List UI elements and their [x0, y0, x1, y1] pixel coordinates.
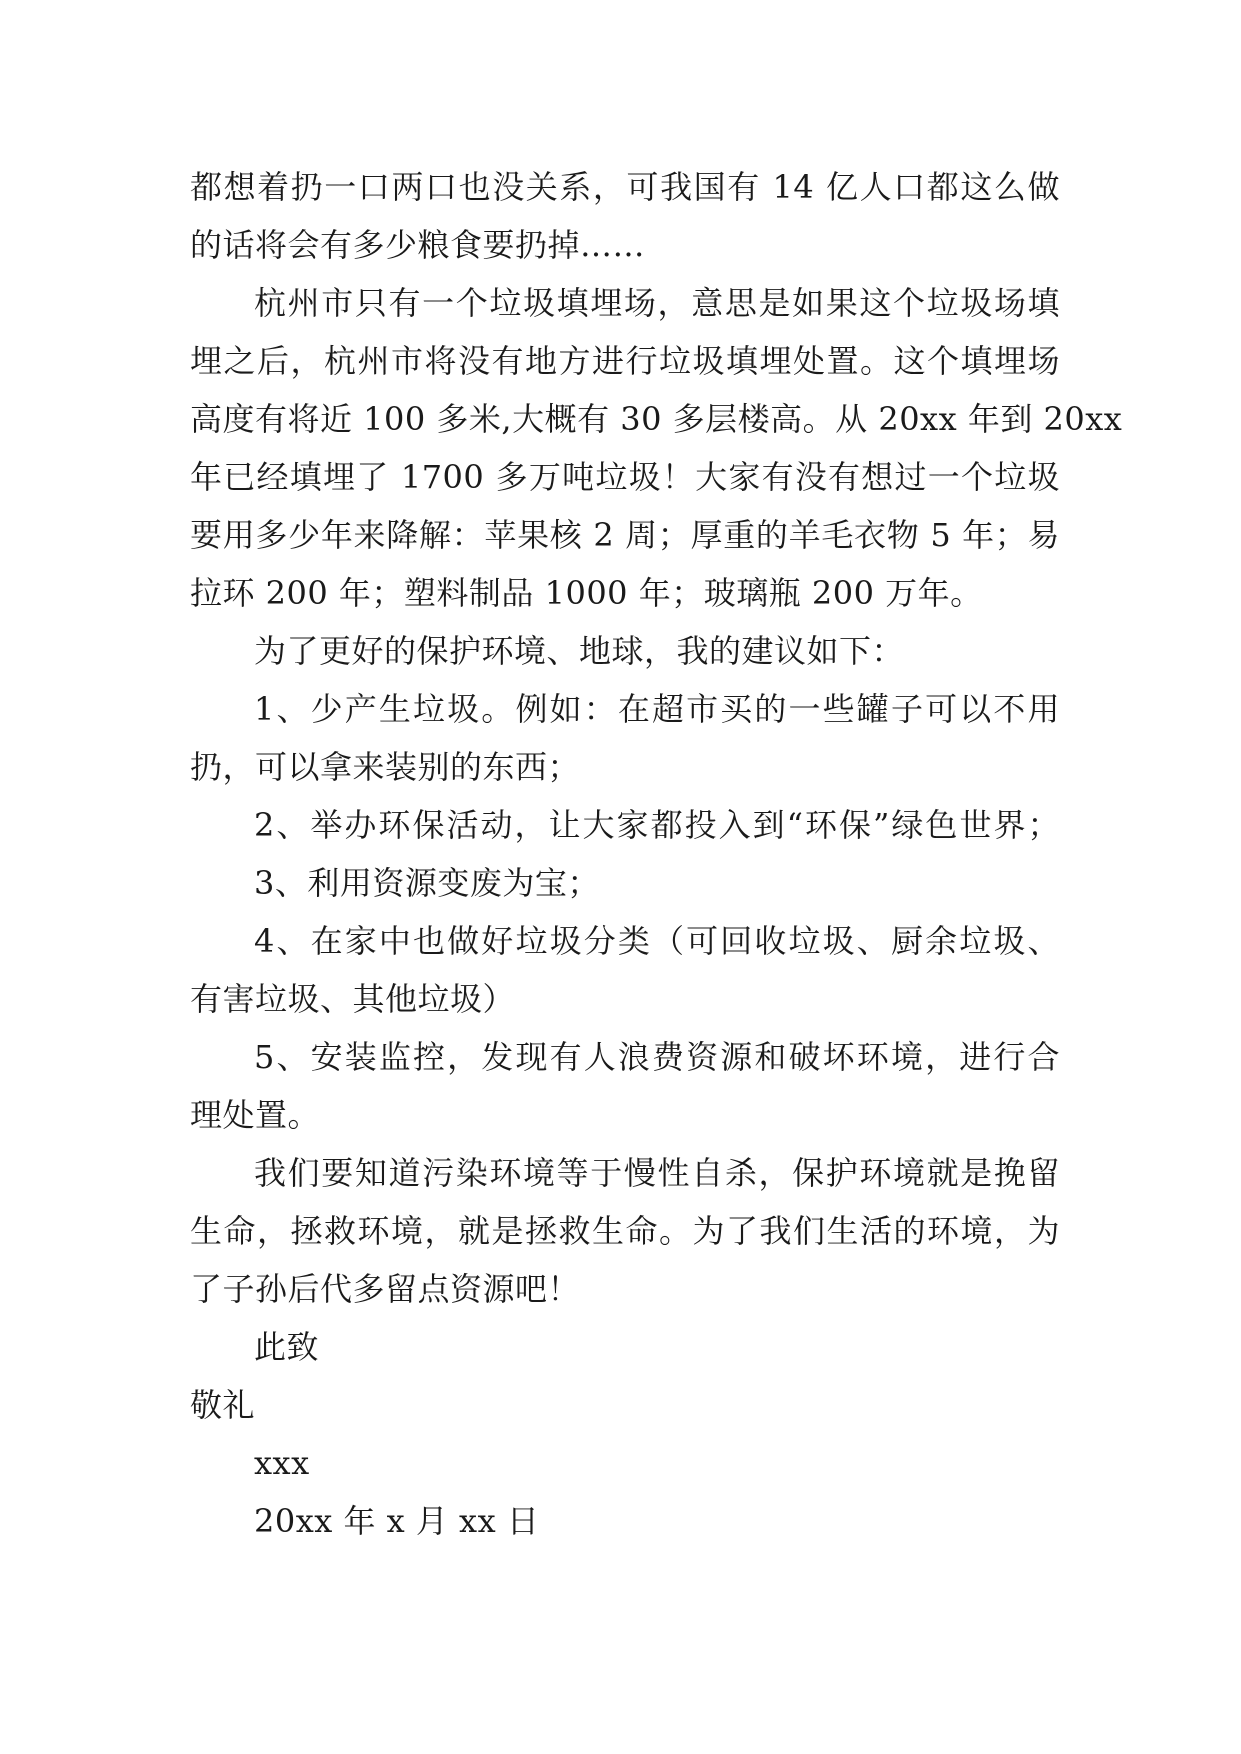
letter-body — [190, 158, 1123, 1550]
paragraph-line: 埋之后，杭州市将没有地方进行垃圾填埋处置。这个填埋场 — [190, 342, 1060, 380]
list-item-line: 有害垃圾、其他垃圾） — [190, 980, 516, 1018]
paragraph-line: 我们要知道污染环境等于慢性自杀，保护环境就是挽留 — [254, 1154, 1060, 1192]
list-item-line: 理处置。 — [190, 1096, 321, 1134]
paragraph-line: 了子孙后代多留点资源吧！ — [190, 1270, 581, 1308]
paragraph-line: 的话将会有多少粮食要扔掉…… — [190, 226, 646, 264]
paragraph-line: 为了更好的保护环境、地球，我的建议如下： — [254, 632, 905, 670]
list-item-line: 1、少产生垃圾。例如：在超市买的一些罐子可以不用 — [254, 690, 1060, 728]
closing-regards: 敬礼 — [190, 1386, 256, 1424]
list-item-line: 扔，可以拿来装别的东西； — [190, 748, 581, 786]
signature-name: xxx — [254, 1444, 310, 1482]
paragraph-line: 杭州市只有一个垃圾填埋场，意思是如果这个垃圾场填 — [254, 284, 1060, 322]
paragraph-line: 生命，拯救环境，就是拯救生命。为了我们生活的环境，为 — [190, 1212, 1060, 1250]
paragraph-line: 都想着扔一口两口也没关系，可我国有 14 亿人口都这么做 — [190, 168, 1060, 206]
paragraph-line: 高度有将近 100 多米,大概有 30 多层楼高。从 20xx 年到 20xx — [190, 400, 1123, 438]
paragraph-line: 年已经填埋了 1700 多万吨垃圾！大家有没有想过一个垃圾 — [190, 458, 1060, 496]
list-item-line: 3、利用资源变废为宝； — [254, 864, 600, 902]
list-item-line: 5、安装监控，发现有人浪费资源和破坏环境，进行合 — [254, 1038, 1060, 1076]
paragraph-line: 拉环 200 年；塑料制品 1000 年；玻璃瓶 200 万年。 — [190, 574, 983, 612]
paragraph-line: 要用多少年来降解：苹果核 2 周；厚重的羊毛衣物 5 年；易 — [190, 516, 1060, 554]
signature-date: 20xx 年 x 月 xx 日 — [254, 1502, 540, 1540]
list-item-line: 4、在家中也做好垃圾分类（可回收垃圾、厨余垃圾、 — [254, 922, 1060, 960]
closing-salutation: 此致 — [254, 1328, 320, 1366]
list-item-line: 2、举办环保活动，让大家都投入到“环保”绿色世界； — [254, 806, 1060, 844]
